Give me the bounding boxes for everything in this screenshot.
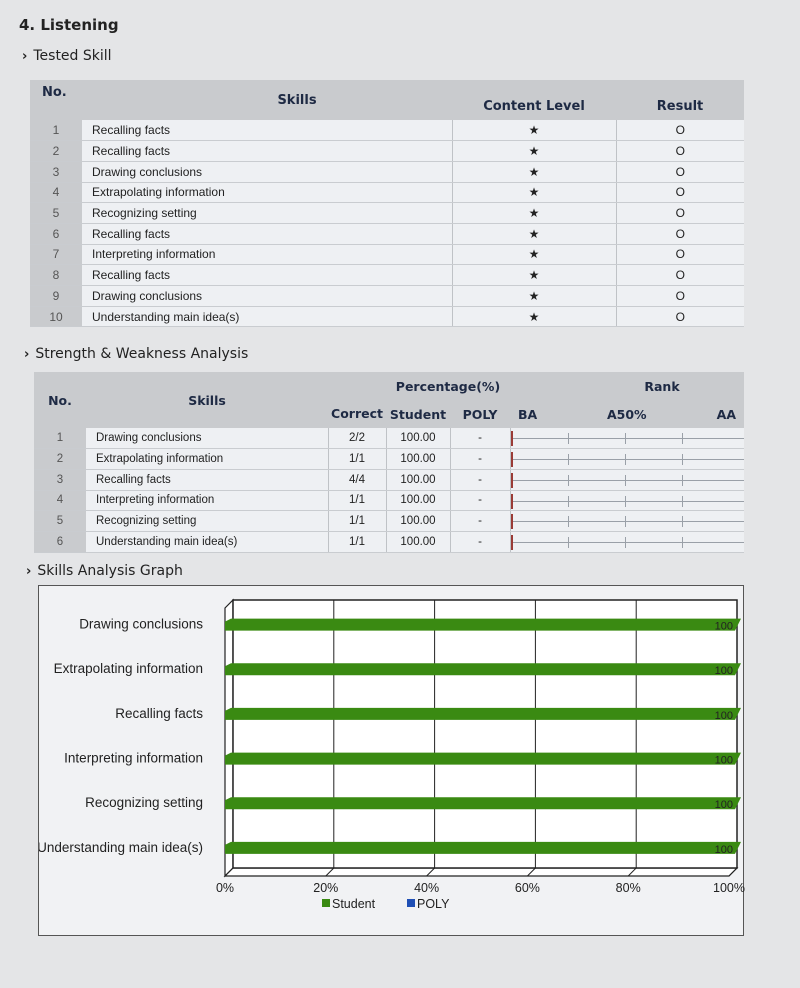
star-icon: ★ xyxy=(452,223,616,244)
row-correct: 1/1 xyxy=(328,449,386,470)
row-skill: Interpreting information xyxy=(86,490,328,511)
col-result: Result xyxy=(616,80,744,120)
student-bar xyxy=(225,842,741,854)
row-no: 5 xyxy=(34,511,86,532)
legend-label-poly: POLY xyxy=(417,897,450,911)
chevron-right-icon: › xyxy=(26,564,32,579)
chevron-right-icon: › xyxy=(24,347,30,362)
row-skill: Understanding main idea(s) xyxy=(86,531,328,552)
row-result: O xyxy=(616,286,744,307)
category-label: Understanding main idea(s) xyxy=(39,839,203,855)
col-rank: Rank xyxy=(510,372,744,400)
table-row xyxy=(34,511,744,532)
rank-bar xyxy=(510,490,744,511)
row-correct: 2/2 xyxy=(328,428,386,449)
rank-marker xyxy=(511,494,513,509)
table-row xyxy=(30,286,744,307)
table-row xyxy=(34,531,744,552)
graph-title: › Skills Analysis Graph xyxy=(26,563,183,579)
row-student: 100.00 xyxy=(386,490,450,511)
row-skill: Recalling facts xyxy=(82,120,452,141)
col-skills: Skills xyxy=(82,80,452,120)
row-result: O xyxy=(616,306,744,327)
row-result: O xyxy=(616,244,744,265)
row-skill: Recognizing setting xyxy=(86,511,328,532)
row-result: O xyxy=(616,223,744,244)
row-poly: - xyxy=(450,490,510,511)
row-correct: 1/1 xyxy=(328,531,386,552)
col-correct: Correct xyxy=(328,372,386,428)
rank-bar xyxy=(510,428,744,449)
student-bar xyxy=(225,708,741,720)
col-skills: Skills xyxy=(86,372,328,428)
row-result: O xyxy=(616,120,744,141)
chart-side-wall xyxy=(225,600,233,876)
row-student: 100.00 xyxy=(386,531,450,552)
row-skill: Drawing conclusions xyxy=(82,286,452,307)
strength-title: › Strength & Weakness Analysis xyxy=(24,346,249,362)
table-row xyxy=(30,182,744,203)
star-icon: ★ xyxy=(452,265,616,286)
row-no: 9 xyxy=(30,286,82,307)
table-row xyxy=(30,306,744,327)
row-result: O xyxy=(616,265,744,286)
row-no: 2 xyxy=(34,449,86,470)
star-icon: ★ xyxy=(452,203,616,224)
row-skill: Extrapolating information xyxy=(82,182,452,203)
rank-marker xyxy=(511,431,513,446)
data-label: 100 xyxy=(714,754,733,767)
row-no: 3 xyxy=(34,469,86,490)
col-student: Student xyxy=(386,400,450,428)
rank-marker xyxy=(511,535,513,550)
rank-bar xyxy=(510,449,744,470)
row-result: O xyxy=(616,203,744,224)
row-result: O xyxy=(616,182,744,203)
rank-marker xyxy=(511,514,513,529)
data-label: 100 xyxy=(714,799,733,812)
legend-label-student: Student xyxy=(332,897,376,911)
row-no: 3 xyxy=(30,161,82,182)
rank-bar xyxy=(510,531,744,552)
row-no: 6 xyxy=(30,223,82,244)
chart-floor xyxy=(225,868,737,876)
row-student: 100.00 xyxy=(386,469,450,490)
star-icon: ★ xyxy=(452,306,616,327)
row-skill: Recalling facts xyxy=(82,141,452,162)
row-correct: 1/1 xyxy=(328,511,386,532)
x-tick-label: 100% xyxy=(713,881,745,895)
row-skill: Understanding main idea(s) xyxy=(82,306,452,327)
data-label: 100 xyxy=(714,709,733,722)
table-row xyxy=(30,223,744,244)
x-tick-label: 80% xyxy=(615,881,641,895)
data-label: 100 xyxy=(714,620,733,633)
star-icon: ★ xyxy=(452,120,616,141)
category-label: Recalling facts xyxy=(115,705,203,721)
category-label: Drawing conclusions xyxy=(79,616,203,632)
chevron-right-icon: › xyxy=(22,49,28,64)
row-result: O xyxy=(616,161,744,182)
plot-area xyxy=(233,600,737,868)
tested-skill-table xyxy=(30,80,744,327)
student-bar xyxy=(225,753,741,765)
skills-analysis-graph xyxy=(38,585,744,936)
star-icon: ★ xyxy=(452,182,616,203)
row-skill: Recalling facts xyxy=(86,469,328,490)
row-student: 100.00 xyxy=(386,511,450,532)
row-poly: - xyxy=(450,469,510,490)
table-row xyxy=(30,161,744,182)
section-title: 4. Listening xyxy=(19,16,119,34)
table-row xyxy=(34,428,744,449)
row-poly: - xyxy=(450,428,510,449)
table-row xyxy=(30,203,744,224)
table-row xyxy=(30,265,744,286)
row-poly: - xyxy=(450,511,510,532)
row-skill: Recalling facts xyxy=(82,223,452,244)
strength-weakness-table xyxy=(34,372,744,553)
row-poly: - xyxy=(450,531,510,552)
row-skill: Drawing conclusions xyxy=(82,161,452,182)
student-bar xyxy=(225,619,741,631)
table-row xyxy=(34,449,744,470)
row-no: 1 xyxy=(30,120,82,141)
col-a50: A50% xyxy=(578,400,676,428)
row-no: 6 xyxy=(34,531,86,552)
row-poly: - xyxy=(450,449,510,470)
col-poly: POLY xyxy=(450,400,510,428)
student-bar xyxy=(225,797,741,812)
table-row xyxy=(30,120,744,141)
rank-marker xyxy=(511,452,513,467)
row-no: 5 xyxy=(30,203,82,224)
star-icon: ★ xyxy=(452,244,616,265)
table-row xyxy=(34,469,744,490)
col-percentage: Percentage(%) xyxy=(386,372,510,400)
row-correct: 4/4 xyxy=(328,469,386,490)
category-label: Extrapolating information xyxy=(53,661,203,677)
row-no: 2 xyxy=(30,141,82,162)
rank-marker xyxy=(511,473,513,488)
col-no: No. xyxy=(30,80,82,120)
col-ba: BA xyxy=(510,400,578,428)
student-bar xyxy=(225,663,741,678)
row-no: 1 xyxy=(34,428,86,449)
row-no: 7 xyxy=(30,244,82,265)
rank-bar xyxy=(510,469,744,490)
category-label: Interpreting information xyxy=(64,750,203,766)
legend-swatch-poly xyxy=(407,899,415,907)
row-result: O xyxy=(616,141,744,162)
col-aa: AA xyxy=(676,400,744,428)
x-tick-label: 20% xyxy=(313,881,339,895)
row-skill: Recognizing setting xyxy=(82,203,452,224)
table-row xyxy=(34,490,744,511)
x-tick-label: 40% xyxy=(414,881,440,895)
category-label: Recognizing setting xyxy=(85,795,203,811)
row-correct: 1/1 xyxy=(328,490,386,511)
x-tick-label: 60% xyxy=(514,881,540,895)
star-icon: ★ xyxy=(452,141,616,162)
star-icon: ★ xyxy=(452,161,616,182)
legend-swatch-student xyxy=(322,899,330,907)
col-no: No. xyxy=(34,372,86,428)
row-no: 8 xyxy=(30,265,82,286)
row-student: 100.00 xyxy=(386,428,450,449)
table-row xyxy=(30,244,744,265)
data-label: 100 xyxy=(714,843,733,856)
row-skill: Extrapolating information xyxy=(86,449,328,470)
row-skill: Recalling facts xyxy=(82,265,452,286)
col-content-level: Content Level xyxy=(452,80,616,120)
rank-bar xyxy=(510,511,744,532)
data-label: 100 xyxy=(714,665,733,678)
star-icon: ★ xyxy=(452,286,616,307)
row-no: 4 xyxy=(34,490,86,511)
bar-chart xyxy=(39,586,745,937)
table-row xyxy=(30,141,744,162)
row-skill: Interpreting information xyxy=(82,244,452,265)
tested-skill-title: › Tested Skill xyxy=(22,48,112,64)
row-student: 100.00 xyxy=(386,449,450,470)
row-skill: Drawing conclusions xyxy=(86,428,328,449)
row-no: 4 xyxy=(30,182,82,203)
row-no: 10 xyxy=(30,306,82,327)
x-tick-label: 0% xyxy=(215,881,235,895)
